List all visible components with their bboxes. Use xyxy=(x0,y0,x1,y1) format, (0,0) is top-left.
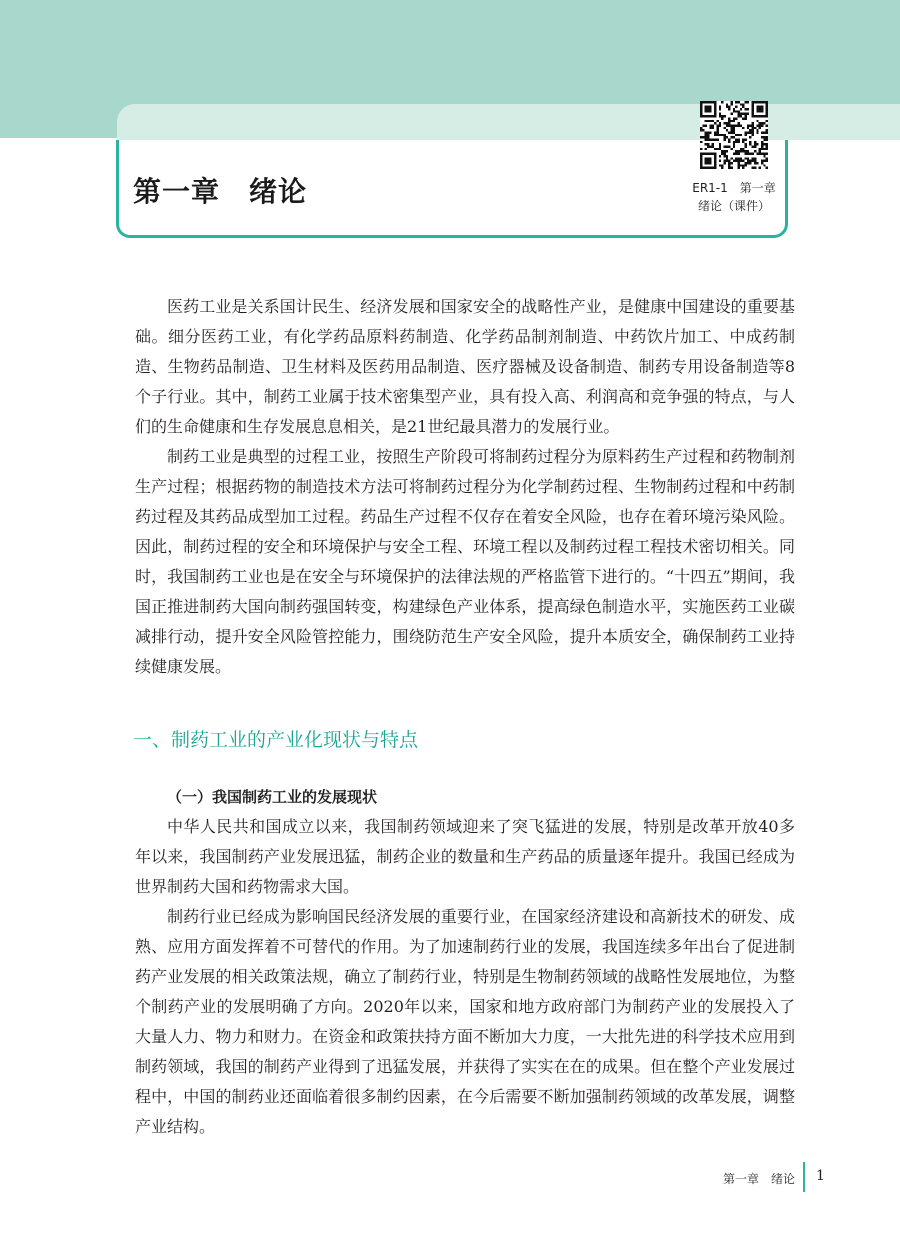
qr-caption xyxy=(680,179,788,215)
intro-paragraph-2: 制药工业是典型的过程工业，按照生产阶段可将制药过程分为原料药生产过程和药物制剂生产过程；根据药物的制造技术方法可将制药过程分为化学制药过程、生物制药过程和中药制药过程及其药品成型加工过程。药品生产过程不仅存在着安全风险，也存在着环境污染风险。因此，制药过程的安全和环境保护与安全工程、环境工程以及制药过程工程技术密切相关。同时，我国制药工业也是在安全与环境保护的法律法规的严格监管下进行的。“十四五”期间，我国正推进制药大国向制药强国转变，构建绿色产业体系，提高绿色制造水平，实施医药工业碳减排行动，提升安全风险管控能力，围绕防范生产安全风险，提升本质安全，确保制药工业持续健康发展。 xyxy=(135,447,795,676)
page-number: 1 xyxy=(816,1168,825,1184)
section-paragraph-1: 中华人民共和国成立以来，我国制药领域迎来了突飞猛进的发展，特别是改革开放40多年以来，我国制药产业发展迅猛，制药企业的数量和生产药品的质量逐年提升。我国已经成为世界制药大国和药物需求大国。 xyxy=(135,817,795,896)
subsection-heading: （一）我国制药工业的发展现状 xyxy=(167,788,378,806)
header-band-inner xyxy=(117,104,900,140)
qr-caption-code: ER1-1 第一章 xyxy=(692,181,776,195)
qr-code-icon[interactable] xyxy=(700,101,768,169)
main-content xyxy=(135,292,795,1142)
running-title: 第一章 绪论 xyxy=(723,1172,796,1186)
section-heading: 一、制药工业的产业化现状与特点 xyxy=(133,729,419,751)
section-paragraph-2: 制药行业已经成为影响国民经济发展的重要行业，在国家经济建设和高新技术的研发、成熟、应用方面发挥着不可替代的作用。为了加速制药行业的发展，我国连续多年出台了促进制药产业发展的相关政策法规，确立了制药行业，特别是生物制药领域的战略性发展地位，为整个制药产业的发展明确了方向。2020年以来，国家和地方政府部门为制药产业的发展投入了大量人力、物力和财力。在资金和政策扶持方面不断加大力度，一大批先进的科学技术应用到制药领域，我国的制药产业得到了迅猛发展，并获得了实实在在的成果。但在整个产业发展过程中，中国的制药业还面临着很多制约因素，在今后需要不断加强制药领域的改革发展，调整产业结构。 xyxy=(135,907,795,1136)
intro-paragraph-1: 医药工业是关系国计民生、经济发展和国家安全的战略性产业，是健康中国建设的重要基础。细分医药工业，有化学药品原料药制造、化学药品制剂制造、中药饮片加工、中成药制造、生物药品制造、卫生材料及医药用品制造、医疗器械及设备制造、制药专用设备制造等8个子行业。其中，制药工业属于技术密集型产业，具有投入高、利润高和竞争强的特点，与人们的生命健康和生存发展息息相关，是21世纪最具潜力的发展行业。 xyxy=(135,297,795,436)
qr-caption-title: 绪论（课件） xyxy=(697,199,770,213)
chapter-title: 第一章 绪论 xyxy=(133,175,308,208)
footer-divider xyxy=(803,1162,805,1192)
